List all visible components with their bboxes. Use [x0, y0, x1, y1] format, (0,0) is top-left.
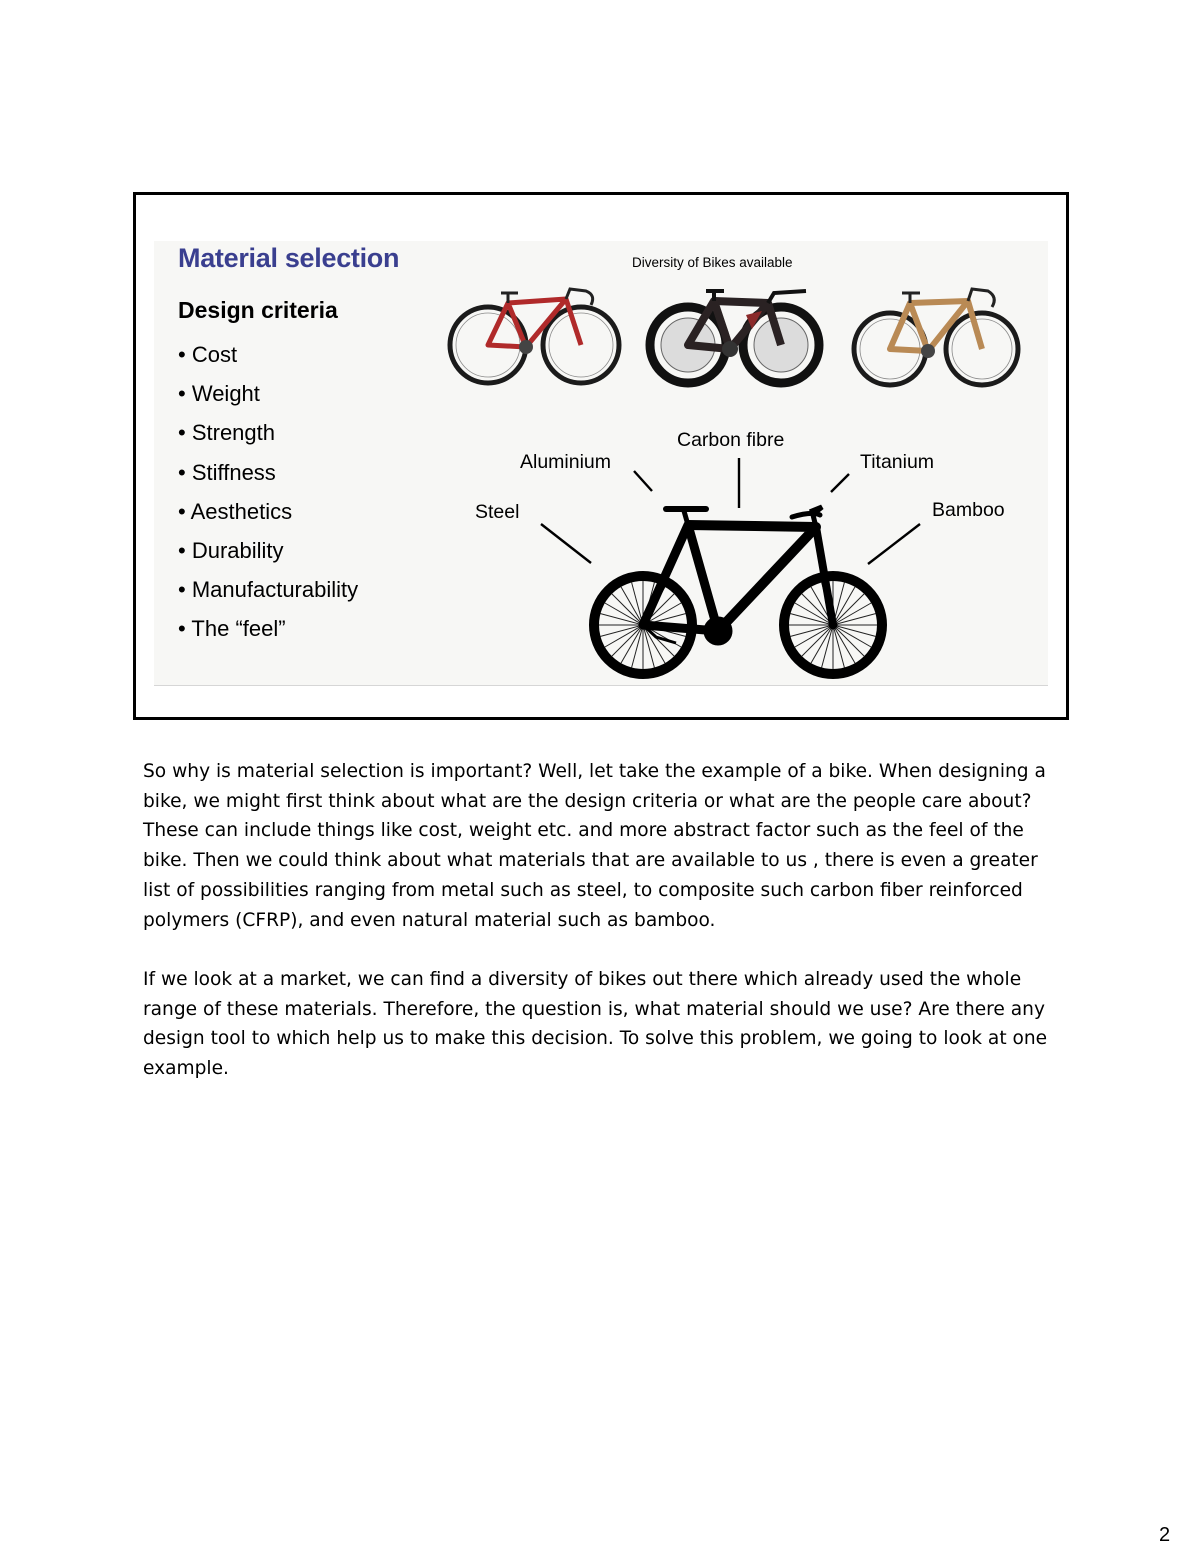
material-label-steel: Steel	[475, 501, 520, 523]
criteria-item: • The “feel”	[178, 609, 358, 648]
criteria-heading: Design criteria	[178, 297, 338, 323]
material-label-titanium: Titanium	[860, 451, 935, 473]
slide-title: Material selection	[178, 243, 400, 273]
material-label-bamboo: Bamboo	[932, 499, 1005, 521]
bikes-caption: Diversity of Bikes available	[632, 255, 793, 270]
bike-photo-red	[450, 289, 619, 383]
criteria-item: • Cost	[178, 335, 358, 374]
notes-paragraph: So why is material selection is important? Well, let take the example of a bike. When designing a bike, we might first think about what are the design criteria or what are the people care about? These can include things like cost, weight etc. and more abstract factor such as the feel of the bike. Then we could think about what materials that are available to us , there is even a greater list of possibilities ranging from metal such as steel, to composite such carbon fiber reinforced polymers (CFRP), and even natural material such as bamboo.	[143, 761, 1046, 931]
criteria-item: • Strength	[178, 413, 358, 452]
criteria-item: • Aesthetics	[178, 492, 358, 531]
bike-photo-bamboo	[854, 289, 1018, 385]
criteria-item: • Manufacturability	[178, 570, 358, 609]
notes-paragraph: If we look at a market, we can find a diversity of bikes out there which already used the whole range of these materials. Therefore, the question is, what material should we use? Are there any design tool to which help us to make this decision. To solve this problem, we going to look at one example.	[143, 968, 1048, 1080]
criteria-item: • Stiffness	[178, 453, 358, 492]
material-label-aluminium: Aluminium	[520, 451, 612, 473]
speaker-notes	[143, 757, 1063, 1113]
material-label-carbon-fibre: Carbon fibre	[677, 429, 785, 451]
bike-photo-carbon	[650, 291, 819, 383]
page-number: 2	[1159, 1524, 1171, 1546]
criteria-item: • Durability	[178, 531, 358, 570]
criteria-item: • Weight	[178, 374, 358, 413]
slide-frame	[133, 192, 1069, 720]
bike-silhouette	[594, 507, 882, 674]
